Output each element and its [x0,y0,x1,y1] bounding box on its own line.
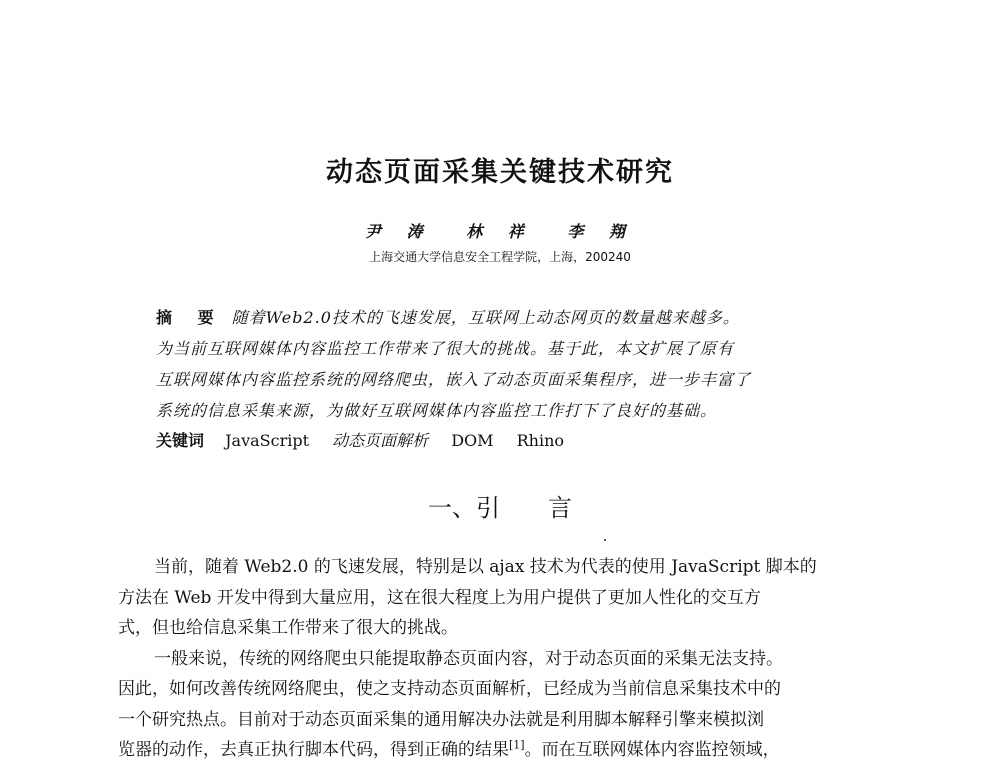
body-line: 当前，随着 Web2.0 的飞速发展，特别是以 ajax 技术为代表的使用 JavaScript 脚本的 [154,557,817,577]
section-title: 言 [548,494,572,522]
keyword: DOM [451,431,494,450]
keywords [156,428,856,451]
abstract [156,302,856,426]
body-line-text: 。而在互联网媒体内容监控领域， [524,740,780,760]
section-heading [0,488,1000,523]
author-name: 尹 涛 [365,222,433,241]
author-list [0,219,1000,242]
keyword: JavaScript [225,431,309,450]
abstract-text: 随着Web2.0技术的飞速发展，互联网上动态网页的数量越来越多。 [231,308,740,327]
author-name: 林 祥 [466,222,534,241]
keywords-label: 关键词 [156,431,205,450]
citation-reference[interactable]: [1] [509,738,525,752]
paper-title: 动态页面采集关键技术研究 [326,157,674,188]
author-name: 李 翔 [567,222,635,241]
author-affiliation: 上海交通大学信息安全工程学院，上海，200240 [369,250,631,264]
section-number: 一、引 [428,494,500,522]
body-text [118,552,868,760]
body-line [118,735,868,760]
body-line: 方法在 Web 开发中得到大量应用，这在很大程度上为用户提供了更加人性化的交互方 [118,587,761,608]
keyword: 动态页面解析 [332,431,429,450]
body-line-text: 览器的动作，去真正执行脚本代码，得到正确的结果 [118,740,509,760]
abstract-line: 系统的信息采集来源，为做好互联网媒体内容监控工作打下了良好的基础。 [156,401,718,420]
abstract-line: 互联网媒体内容监控系统的网络爬虫，嵌入了动态页面采集程序，进一步丰富了 [156,370,752,389]
body-line: 式，但也给信息采集工作带来了很大的挑战。 [118,618,458,638]
body-line: 一般来说，传统的网络爬虫只能提取静态页面内容，对于动态页面的采集无法支持。 [154,648,783,669]
abstract-line: 为当前互联网媒体内容监控工作带来了很大的挑战。基于此，本文扩展了原有 [156,339,735,358]
scan-speck [604,539,606,541]
body-line: 一个研究热点。目前对于动态页面采集的通用解决办法就是利用脚本解释引擎来模拟浏 [118,709,764,730]
abstract-line [156,302,856,333]
body-line: 因此，如何改善传统网络爬虫，使之支持动态页面解析，已经成为当前信息采集技术中的 [118,679,781,699]
keyword: Rhino [516,431,565,450]
abstract-label: 摘 要 [156,308,224,327]
